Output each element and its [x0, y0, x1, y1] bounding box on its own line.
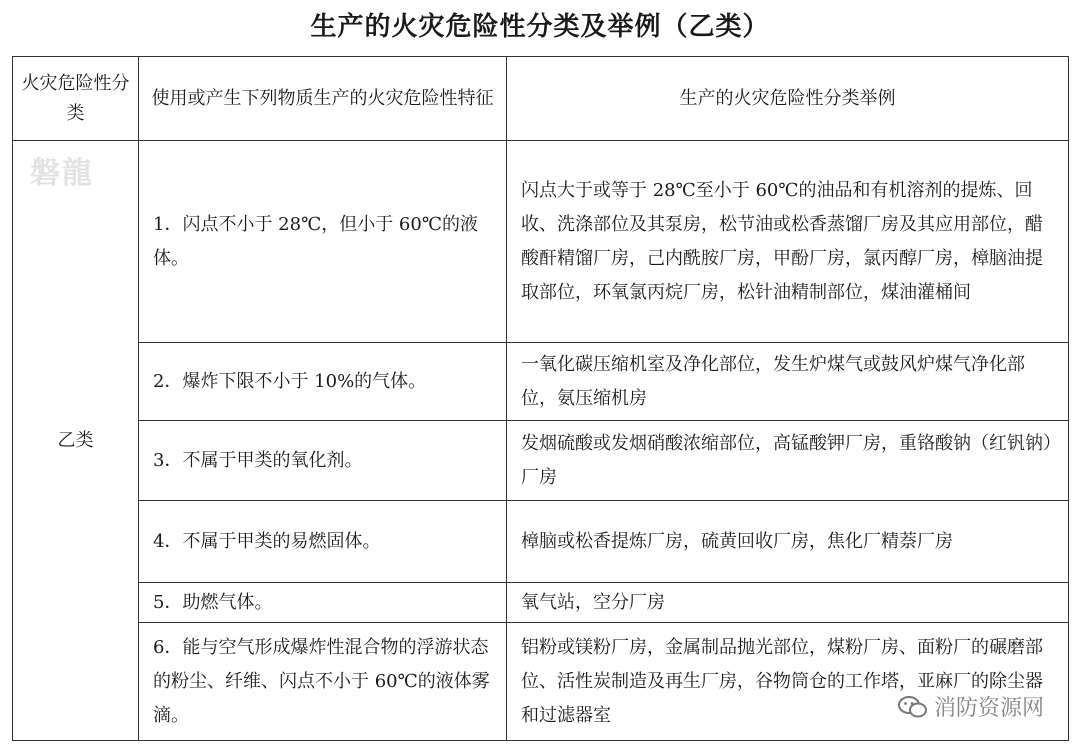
- header-feature: 使用或产生下列物质生产的火灾危险性特征: [139, 57, 507, 141]
- category-cell: 乙类: [13, 141, 139, 741]
- watermark-logo: 磐龍: [30, 156, 94, 191]
- example-cell: 发烟硫酸或发烟硝酸浓缩部位，高锰酸钾厂房，重铬酸钠（红钒钠）厂房: [507, 421, 1069, 501]
- example-cell: 樟脑或松香提炼厂房，硫黄回收厂房，焦化厂精萘厂房: [507, 501, 1069, 583]
- feature-cell: 1．闪点不小于 28℃，但小于 60℃的液体。: [139, 141, 507, 343]
- example-cell: 氧气站，空分厂房: [507, 583, 1069, 623]
- feature-cell: 2．爆炸下限不小于 10%的气体。: [139, 343, 507, 421]
- table-row: [13, 141, 1069, 343]
- table-row: [13, 583, 1069, 623]
- feature-cell: 5．助燃气体。: [139, 583, 507, 623]
- table-row: [13, 501, 1069, 583]
- table-row: [13, 623, 1069, 741]
- watermark-source: [894, 691, 1048, 722]
- table-title: 生产的火灾危险性分类及举例（乙类）: [310, 12, 770, 42]
- wechat-icon: [898, 695, 928, 719]
- header-category: 火灾危险性分类: [13, 57, 139, 141]
- feature-cell: 4．不属于甲类的易燃固体。: [139, 501, 507, 583]
- watermark-source-label: 消防资源网: [933, 696, 1044, 721]
- example-cell: 铝粉或镁粉厂房，金属制品抛光部位，煤粉厂房、面粉厂的碾磨部位、活性炭制造及再生厂房，谷物筒仓的工作塔，亚麻厂的除尘器和过滤器室: [507, 623, 1069, 741]
- feature-cell: 3．不属于甲类的氧化剂。: [139, 421, 507, 501]
- header-example: 生产的火灾危险性分类举例: [507, 57, 1069, 141]
- feature-cell: 6．能与空气形成爆炸性混合物的浮游状态的粉尘、纤维、闪点不小于 60℃的液体雾滴。: [139, 623, 507, 741]
- header-row: [13, 57, 1069, 141]
- example-cell: 闪点大于或等于 28℃至小于 60℃的油品和有机溶剂的提炼、回收、洗涤部位及其泵房，松节油或松香蒸馏厂房及其应用部位，醋酸酐精馏厂房，己内酰胺厂房，甲酚厂房，氯丙醇厂房，樟脑油提取部位，环氧氯丙烷厂房，松针油精制部位，煤油灌桶间: [507, 141, 1069, 343]
- table-row: [13, 421, 1069, 501]
- classification-table: [12, 56, 1069, 741]
- table-row: [13, 343, 1069, 421]
- example-cell: 一氧化碳压缩机室及净化部位，发生炉煤气或鼓风炉煤气净化部位，氨压缩机房: [507, 343, 1069, 421]
